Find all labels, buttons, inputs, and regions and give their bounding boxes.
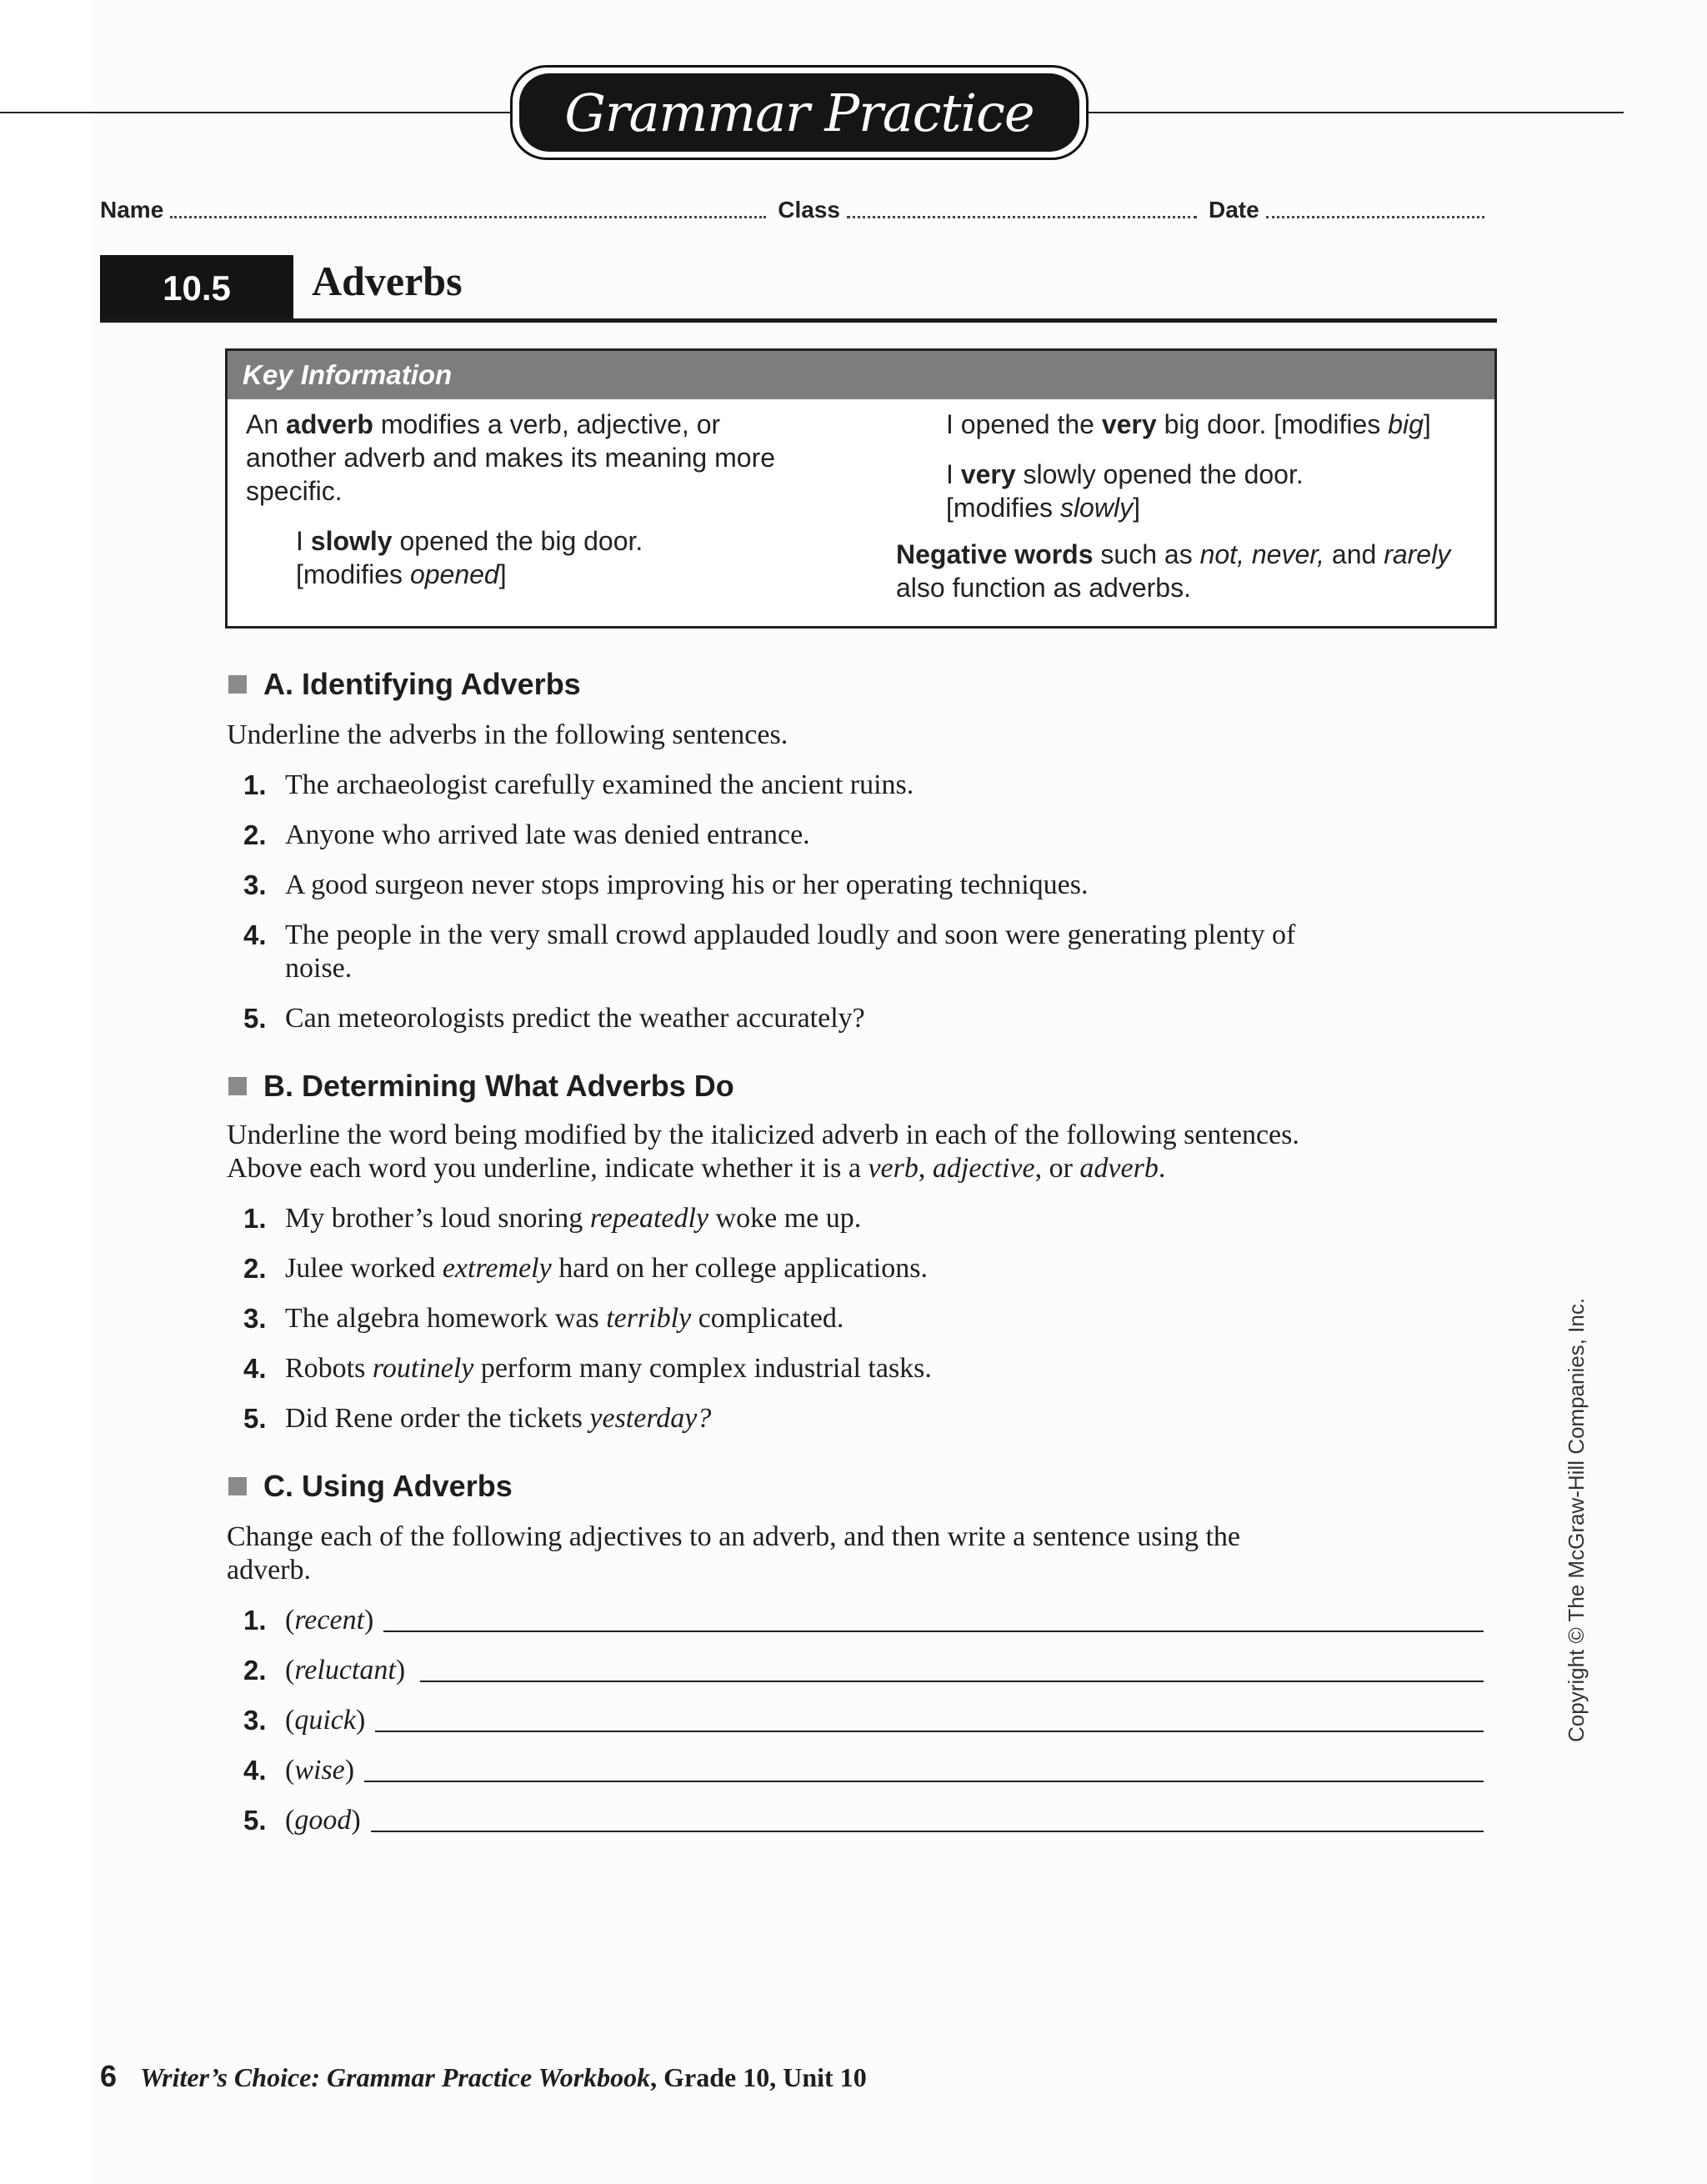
section-a-list <box>243 769 1477 1052</box>
list-item: 2. (reluctant) <box>243 1654 1484 1687</box>
section-b-heading: B. Determining What Adverbs Do <box>228 1069 734 1104</box>
header-rule-right <box>1086 112 1624 113</box>
name-field[interactable] <box>170 216 766 218</box>
list-item: 2. Julee worked extremely hard on her college applications. <box>243 1253 928 1284</box>
name-class-date-row <box>100 193 1497 223</box>
list-item: 4. Robots routinely perform many complex industrial tasks. <box>243 1353 932 1384</box>
header-banner <box>510 65 1089 160</box>
class-field[interactable] <box>847 216 1197 218</box>
key-information-heading: Key Information <box>228 351 1494 399</box>
adverb-definition: An adverb modifies a verb, adjective, or another adverb and makes its meaning more specific. <box>246 409 776 506</box>
list-item: 4. (wise) <box>243 1754 1484 1787</box>
header-rule-left <box>0 112 513 113</box>
list-item: 4. The people in the very small crowd applauded loudly and soon were generating plenty of noise. <box>243 919 1296 984</box>
section-c-heading: C. Using Adverbs <box>228 1469 513 1504</box>
name-label: Name <box>100 197 164 223</box>
date-field[interactable] <box>1266 216 1484 218</box>
section-c-instructions: Change each of the following adjectives to an adverb, and then write a sentence using the adverb. <box>227 1521 1241 1585</box>
section-c-list <box>243 1604 1484 1854</box>
answer-line[interactable] <box>375 1731 1484 1732</box>
page-number: 6 <box>100 2059 118 2093</box>
list-item: 3. The algebra homework was terribly complicated. <box>243 1303 844 1334</box>
book-details: , Grade 10, Unit 10 <box>650 2062 867 2092</box>
list-item: 5. Can meteorologists predict the weather accurately? <box>243 1003 865 1034</box>
example-very-slowly: I very slowly opened the door. [modifies slowly] <box>946 459 1304 523</box>
list-item: 1. My brother’s loud snoring repeatedly woke me up. <box>243 1203 862 1234</box>
square-bullet-icon <box>228 1477 247 1495</box>
banner-title: Grammar Practice <box>519 73 1079 152</box>
book-title: Writer’s Choice: Grammar Practice Workbook <box>140 2062 651 2092</box>
list-item: 5. (good) <box>243 1804 1484 1837</box>
answer-line[interactable] <box>420 1681 1484 1682</box>
page-footer <box>100 2059 867 2094</box>
class-label: Class <box>778 197 840 223</box>
section-title: Adverbs <box>312 258 463 304</box>
date-label: Date <box>1208 197 1259 223</box>
answer-line[interactable] <box>364 1781 1484 1782</box>
list-item: 5. Did Rene order the tickets yesterday? <box>243 1403 712 1434</box>
list-item: 3. A good surgeon never stops improving his or her operating techniques. <box>243 869 1089 900</box>
list-item: 3. (quick) <box>243 1704 1484 1737</box>
example-very-big: I opened the very big door. [modifies big] <box>946 409 1431 439</box>
list-item: 1. (recent) <box>243 1604 1484 1637</box>
section-b-instructions: Underline the word being modified by the italicized adverb in each of the following sentences. Above each word you underline, indicate whether it is a verb, adjective, or adverb. <box>227 1120 1299 1184</box>
answer-line[interactable] <box>383 1630 1484 1632</box>
square-bullet-icon <box>228 675 247 694</box>
list-item: 2. Anyone who arrived late was denied entrance. <box>243 819 810 850</box>
negative-words-note: Negative words such as not, never, and rarely also function as adverbs. <box>896 539 1451 603</box>
section-number: 10.5 <box>100 255 293 322</box>
answer-line[interactable] <box>371 1831 1484 1832</box>
copyright-notice: Copyright © The McGraw-Hill Companies, Inc. <box>1564 1297 1589 1742</box>
key-information-box <box>225 348 1497 629</box>
section-rule <box>100 318 1497 323</box>
square-bullet-icon <box>228 1077 247 1095</box>
example-slowly: I slowly opened the big door. [modifies opened] <box>296 526 643 589</box>
section-b-list <box>243 1202 1477 1452</box>
section-a-instructions: Underline the adverbs in the following sentences. <box>227 719 788 750</box>
section-a-heading: A. Identifying Adverbs <box>228 667 581 702</box>
list-item: 1. The archaeologist carefully examined the ancient ruins. <box>243 769 914 800</box>
